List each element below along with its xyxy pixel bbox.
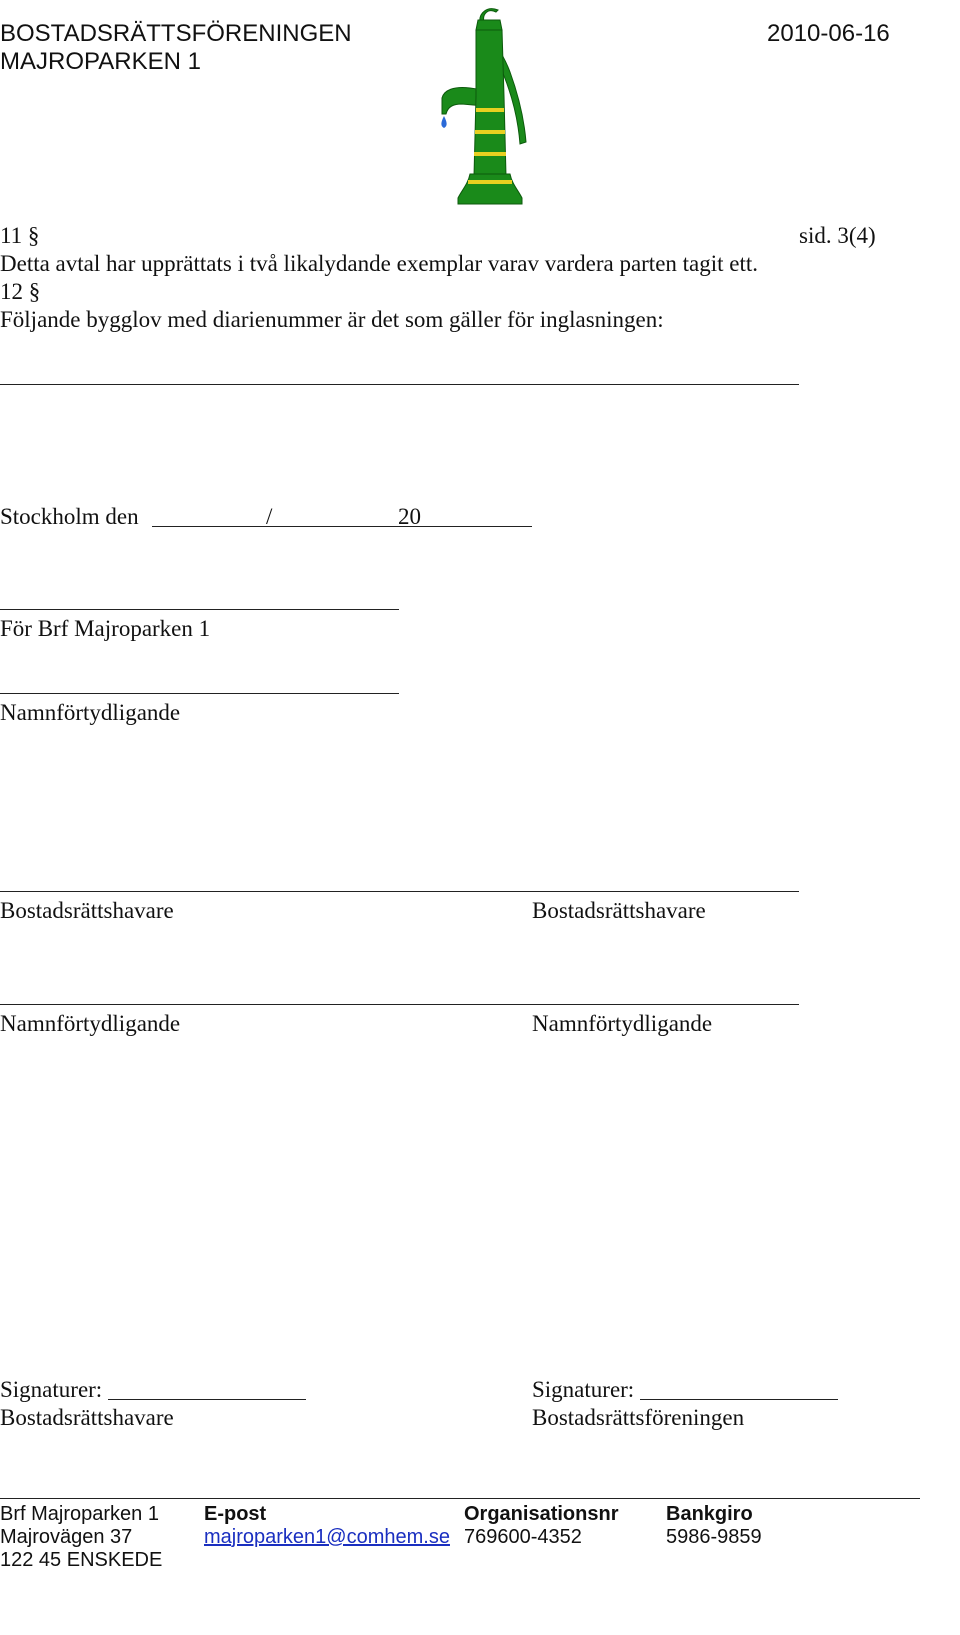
water-drop <box>441 116 446 128</box>
name-left-label: Namnförtydligande <box>0 1011 181 1036</box>
section-11-text: Detta avtal har upprättats i två likalydande exemplar varav vardera parten tagit ett. <box>0 251 759 276</box>
footer-org-name: Brf Majroparken 1 <box>0 1503 159 1525</box>
footer-bankgiro: 5986-9859 <box>666 1526 762 1548</box>
name-clarification-label: Namnförtydligande <box>0 700 181 725</box>
section-11-heading: 11 § <box>0 223 40 248</box>
holder-name-line <box>0 1004 799 1005</box>
holder-right-label: Bostadsrättshavare <box>532 898 706 923</box>
footer-orgnr-label: Organisationsnr <box>464 1503 619 1525</box>
footer-postal: 122 45 ENSKEDE <box>0 1549 163 1571</box>
footer-orgnr: 769600-4352 <box>464 1526 582 1548</box>
page-number: sid. 3(4) <box>799 223 876 248</box>
section-12-heading: 12 § <box>0 279 41 304</box>
org-signature-line <box>0 609 399 610</box>
date-slash: / <box>266 504 273 529</box>
signatures-right-line <box>640 1399 838 1400</box>
holder-signature-line <box>0 891 799 892</box>
for-org-label: För Brf Majroparken 1 <box>0 616 211 641</box>
signatures-right-role: Bostadsrättsföreningen <box>532 1405 745 1430</box>
footer-email-label: E-post <box>204 1503 267 1525</box>
section-12-text: Följande bygglov med diarienummer är det som gäller för inglasningen: <box>0 307 664 332</box>
holder-left-label: Bostadsrättshavare <box>0 898 174 923</box>
footer-street: Majrovägen 37 <box>0 1526 133 1548</box>
name-right-label: Namnförtydligande <box>532 1011 713 1036</box>
signatures-left-line <box>108 1399 306 1400</box>
footer-email-link[interactable]: majroparken1@comhem.se <box>204 1526 450 1548</box>
org-name-line2: MAJROPARKEN 1 <box>0 48 201 75</box>
document-date: 2010-06-16 <box>767 20 890 47</box>
water-pump-icon <box>440 6 540 208</box>
signatures-right-label: Signaturer: <box>532 1377 635 1402</box>
signatures-left-label: Signaturer: <box>0 1377 103 1402</box>
permit-number-line <box>0 384 799 385</box>
pump-body <box>442 9 526 204</box>
date-year-prefix: 20 <box>398 504 421 529</box>
footer-bankgiro-label: Bankgiro <box>666 1503 753 1525</box>
place-date-prefix: Stockholm den <box>0 504 139 529</box>
org-name-line1: BOSTADSRÄTTSFÖRENINGEN <box>0 20 352 47</box>
date-line <box>152 526 532 527</box>
footer-divider <box>0 1498 920 1499</box>
org-name-clarification-line <box>0 693 399 694</box>
signatures-left-role: Bostadsrättshavare <box>0 1405 174 1430</box>
